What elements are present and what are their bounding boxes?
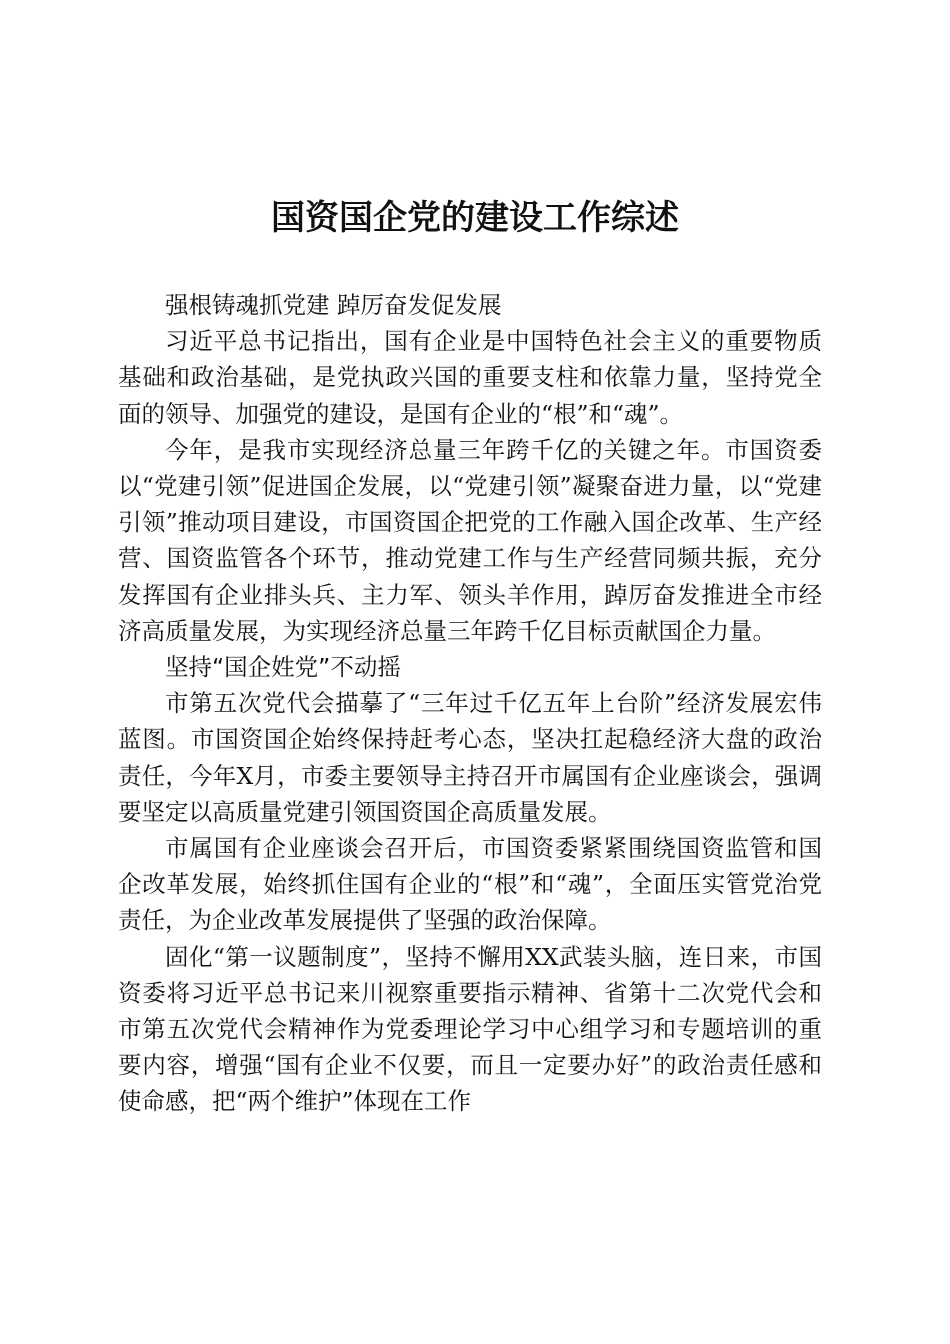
paragraph: 今年，是我市实现经济总量三年跨千亿的关键之年。市国资委以“党建引领”促进国企发展，以“党建引领”凝聚奋进力量，以“党建引领”推动项目建设，市国资国企把党的工作融入国企改革、生产经营、国资监管各个环节，推动党建工作与生产经营同频共振，充分发挥国有企业排头兵、主力军、领头羊作用，踔厉奋发推进全市经济高质量发展，为实现经济总量三年跨千亿目标贡献国企力量。 [118,435,822,645]
paragraph: 市第五次党代会描摹了“三年过千亿五年上台阶”经济发展宏伟蓝图。市国资国企始终保持赶考心态，坚决扛起稳经济大盘的政治责任，今年X月，市委主要领导主持召开市属国有企业座谈会，强调要坚定以高质量党建引领国资国企高质量发展。 [118,689,822,826]
document-body [118,287,822,1120]
paragraph: 市属国有企业座谈会召开后，市国资委紧紧围绕国资监管和国企改革发展，始终抓住国有企业的“根”和“魂”，全面压实管党治党责任，为企业改革发展提供了坚强的政治保障。 [118,834,822,935]
section-heading: 坚持“国企姓党”不动摇 [165,653,401,682]
paragraph: 习近平总书记指出，国有企业是中国特色社会主义的重要物质基础和政治基础，是党执政兴国的重要支柱和依靠力量，坚持党全面的领导、加强党的建设，是国有企业的“根”和“魂”。 [118,327,822,428]
paragraph: 固化“第一议题制度”，坚持不懈用XX武装头脑，连日来，市国资委将习近平总书记来川视察重要指示精神、省第十二次党代会和市第五次党代会精神作为党委理论学习中心组学习和专题培训的重要内容，增强“国有企业不仅要，而且一定要办好”的政治责任感和使命感，把“两个维护”体现在工作 [118,942,822,1116]
section-heading: 强根铸魂抓党建 踔厉奋发促发展 [165,291,502,319]
document-title: 国资国企党的建设工作综述 [271,198,679,238]
